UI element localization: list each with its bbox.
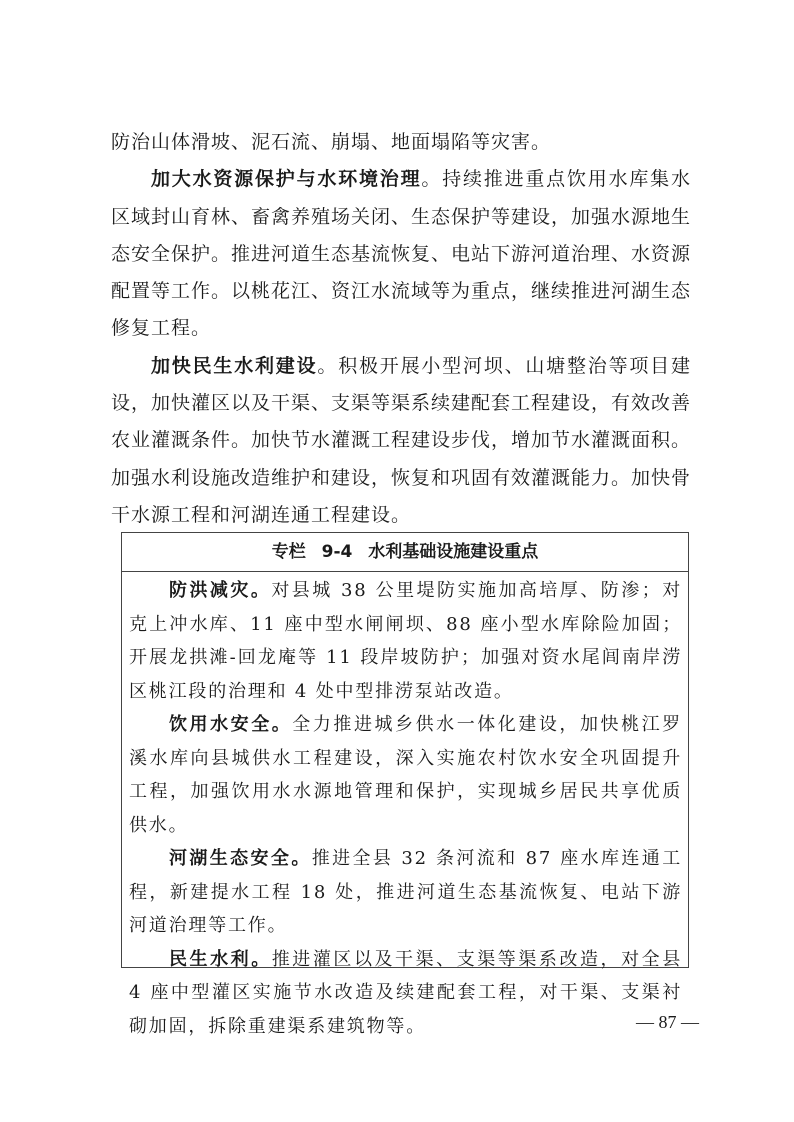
column-box <box>121 532 689 1037</box>
paragraph-heading: 加快民生水利建设 <box>151 354 318 377</box>
box-item: 饮用水安全。全力推进城乡供水一体化建设，加快桃江罗溪水库向县城供水工程建设，深入实施农村饮水安全巩固提升工程，加强饮用水水源地管理和保护，实现城乡居民共享优质供水。 <box>129 714 682 836</box>
paragraph-heading: 加大水资源保护与水环境治理 <box>151 168 422 191</box>
body-text <box>111 124 691 534</box>
paragraph-livelihood-water: 加快民生水利建设。积极开展小型河坝、山塘整治等项目建设，加快灌区以及干渠、支渠等渠系续建配套工程建设，有效改善农业灌溉条件。加快节水灌溉工程建设步伐，增加节水灌溉面积。加强水利设施改造维护和建设，恢复和巩固有效灌溉能力。加快骨干水源工程和河湖连通工程建设。 <box>111 354 692 526</box>
box-title: 专栏 9-4 水利基础设施建设重点 <box>122 533 688 572</box>
box-item: 河湖生态安全。推进全县 32 条河流和 87 座水库连通工程，新建提水工程 18 处，推进河道生态基流恢复、电站下游河道治理等工作。 <box>129 848 682 936</box>
paragraph-water-resources: 加大水资源保护与水环境治理。持续推进重点饮用水库集水区域封山育林、畜禽养殖场关闭、生态保护等建设，加强水源地生态安全保护。推进河道生态基流恢复、电站下游河道治理、水资源配置等工作。以桃花江、资江水流域等为重点，继续推进河湖生态修复工程。 <box>111 168 692 340</box>
box-item: 防洪减灾。对县城 38 公里堤防实施加高培厚、防渗；对克上冲水库、11 座中型水闸闸坝、88 座小型水库除险加固；开展龙拱滩-回龙庵等 11 段岸坡防护；加强对资水尾闾南岸涝区桃江段的治理和 4 处中型排涝泵站改造。 <box>129 580 682 702</box>
box-item: 民生水利。推进灌区以及干渠、支渠等渠系改造，对全县 4 座中型灌区实施节水改造及续建配套工程，对干渠、支渠衬砌加固，拆除重建渠系建筑物等。 <box>129 948 682 1037</box>
box-body <box>122 572 688 1043</box>
paragraph: 防治山体滑坡、泥石流、崩塌、地面塌陷等灾害。 <box>111 131 552 153</box>
page-number: — 87 — <box>636 1012 699 1032</box>
